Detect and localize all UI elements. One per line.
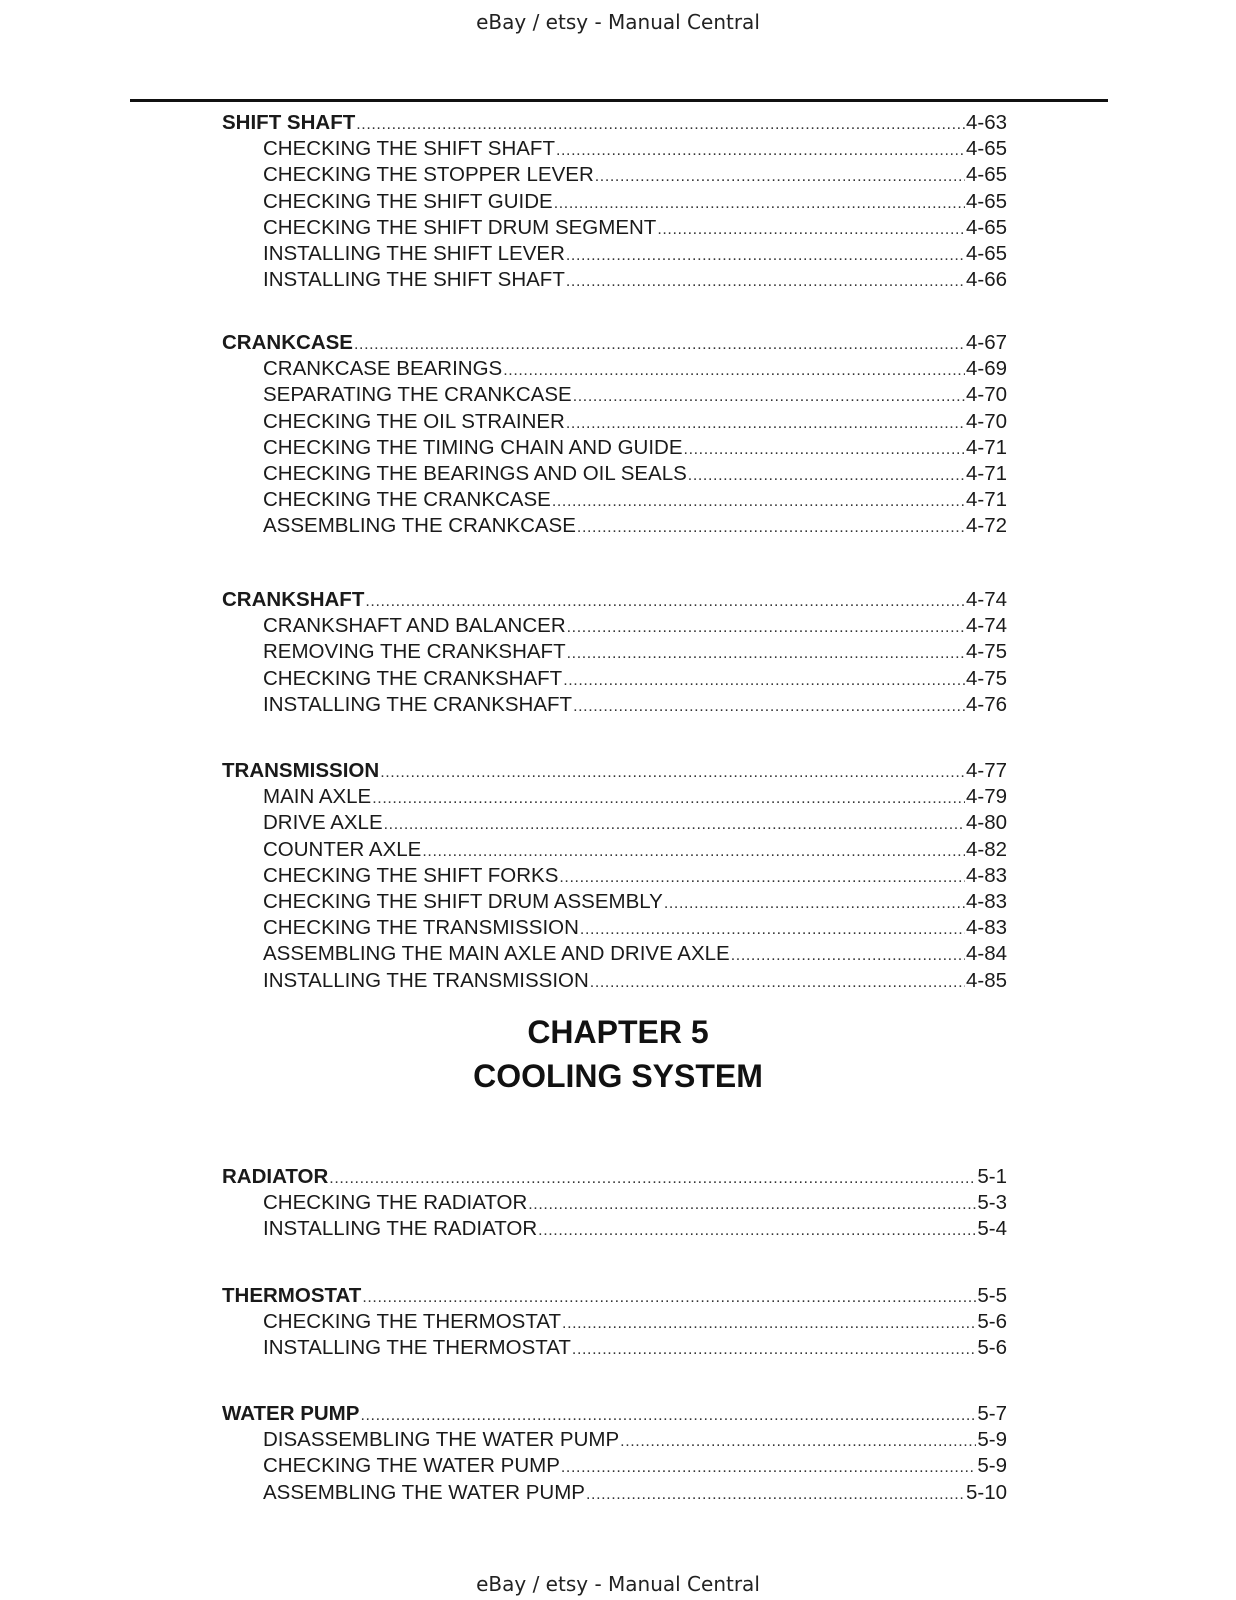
entry-title: RADIATOR [222,1165,329,1188]
toc-entry[interactable] [222,863,1007,889]
toc-entry[interactable] [222,189,1007,215]
toc-entry[interactable] [222,1453,1007,1479]
toc-entry[interactable] [222,1190,1007,1216]
entry-title: CRANKSHAFT AND BALANCER [263,614,566,638]
entry-page: 4-75 [965,666,1007,690]
dot-leader [528,1192,976,1218]
entry-page: 4-83 [965,863,1007,887]
dot-leader [595,164,965,190]
toc-section-radiator [222,1164,1007,1243]
entry-title: CHECKING THE SHIFT DRUM ASSEMBLY [263,889,663,913]
entry-title: CHECKING THE TRANSMISSION [263,916,579,940]
toc-entry[interactable] [222,1335,1007,1361]
entry-title: DRIVE AXLE [263,811,383,835]
entry-title: TRANSMISSION [222,759,380,782]
dot-leader [620,1429,976,1455]
entry-title: CHECKING THE SHIFT SHAFT [263,137,555,161]
entry-title: ASSEMBLING THE CRANKCASE [263,514,576,538]
entry-title: CRANKCASE BEARINGS [263,357,503,381]
entry-title: ASSEMBLING THE MAIN AXLE AND DRIVE AXLE [263,942,730,966]
toc-section-crankshaft [222,587,1007,718]
dot-leader [365,589,965,615]
toc-entry[interactable] [222,1283,1007,1309]
toc-entry[interactable] [222,461,1007,487]
dot-leader [684,437,965,463]
toc-entry[interactable] [222,330,1007,356]
entry-title: CHECKING THE WATER PUMP [263,1454,560,1478]
dot-leader [556,138,965,164]
toc-entry[interactable] [222,241,1007,267]
toc-entry[interactable] [222,1309,1007,1335]
entry-page: 4-67 [965,331,1007,354]
toc-entry[interactable] [222,435,1007,461]
entry-page: 4-77 [965,759,1007,782]
entry-page: 4-65 [965,241,1007,265]
entry-title: CHECKING THE TIMING CHAIN AND GUIDE [263,435,683,459]
dot-leader [422,839,965,865]
entry-page: 5-9 [977,1428,1007,1452]
entry-title: CRANKSHAFT [222,588,365,611]
entry-title: THERMOSTAT [222,1284,362,1307]
entry-page: 5-3 [977,1191,1007,1215]
entry-page: 4-82 [965,837,1007,861]
toc-entry[interactable] [222,356,1007,382]
toc-entry[interactable] [222,758,1007,784]
toc-entry[interactable] [222,666,1007,692]
footer-watermark: eBay / etsy - Manual Central [476,1572,760,1596]
entry-page: 4-65 [965,215,1007,239]
toc-entry[interactable] [222,409,1007,435]
dot-leader [503,358,965,384]
entry-page: 4-84 [965,942,1007,966]
entry-page: 5-1 [977,1165,1007,1188]
dot-leader [566,243,965,269]
toc-entry[interactable] [222,1427,1007,1453]
toc-entry[interactable] [222,613,1007,639]
entry-title: WATER PUMP [222,1402,360,1425]
entry-title: CHECKING THE CRANKSHAFT [263,666,563,690]
entry-page: 4-66 [965,268,1007,292]
entry-title: COUNTER AXLE [263,837,422,861]
dot-leader [538,1218,976,1244]
entry-title: CHECKING THE SHIFT DRUM SEGMENT [263,215,657,239]
entry-title: CHECKING THE STOPPER LEVER [263,163,594,187]
dot-leader [372,786,965,812]
entry-title: MAIN AXLE [263,785,372,809]
entry-page: 4-69 [965,357,1007,381]
dot-leader [362,1285,976,1311]
entry-page: 5-10 [965,1480,1007,1504]
toc-entry[interactable] [222,587,1007,613]
entry-title: ASSEMBLING THE WATER PUMP [263,1480,585,1504]
dot-leader [384,812,965,838]
toc-entry[interactable] [222,513,1007,539]
dot-leader [573,694,965,720]
dot-leader [590,970,965,996]
entry-title: CRANKCASE [222,331,353,354]
entry-title: INSTALLING THE TRANSMISSION [263,968,589,992]
entry-page: 4-72 [965,514,1007,538]
dot-leader [563,668,965,694]
dot-leader [554,191,965,217]
toc-entry[interactable] [222,941,1007,967]
dot-leader [688,463,965,489]
toc-entry[interactable] [222,915,1007,941]
dot-leader [566,269,965,295]
entry-page: 5-6 [977,1336,1007,1360]
toc-entry[interactable] [222,810,1007,836]
entry-page: 4-76 [965,692,1007,716]
toc-entry[interactable] [222,1216,1007,1242]
entry-page: 5-6 [977,1310,1007,1334]
dot-leader [360,1403,976,1429]
toc-entry[interactable] [222,136,1007,162]
toc-section-shift-shaft [222,110,1007,293]
dot-leader [566,411,965,437]
dot-leader [354,332,965,358]
entry-title: CHECKING THE CRANKCASE [263,488,551,512]
toc-entry[interactable] [222,889,1007,915]
toc-entry[interactable] [222,1401,1007,1427]
entry-title: INSTALLING THE SHIFT LEVER [263,241,565,265]
entry-page: 4-71 [965,488,1007,512]
header-watermark: eBay / etsy - Manual Central [476,10,760,34]
entry-page: 4-74 [965,588,1007,611]
dot-leader [561,1455,976,1481]
dot-leader [573,384,965,410]
dot-leader [567,615,965,641]
toc-entry[interactable] [222,1480,1007,1506]
entry-page: 5-9 [977,1454,1007,1478]
dot-leader [580,917,965,943]
toc-section-water-pump [222,1401,1007,1506]
dot-leader [577,515,965,541]
toc-entry[interactable] [222,382,1007,408]
toc-entry[interactable] [222,968,1007,994]
entry-title: REMOVING THE CRANKSHAFT [263,640,566,664]
chapter-heading: CHAPTER 5 [527,1014,709,1050]
toc-entry[interactable] [222,639,1007,665]
entry-page: 5-5 [977,1284,1007,1307]
entry-title: INSTALLING THE CRANKSHAFT [263,692,573,716]
entry-title: INSTALLING THE THERMOSTAT [263,1336,571,1360]
entry-title: INSTALLING THE RADIATOR [263,1217,538,1241]
entry-page: 5-7 [977,1402,1007,1425]
entry-page: 4-79 [965,785,1007,809]
toc-entry[interactable] [222,267,1007,293]
toc-section-transmission [222,758,1007,994]
dot-leader [562,1311,976,1337]
dot-leader [567,641,965,667]
entry-title: CHECKING THE BEARINGS AND OIL SEALS [263,461,687,485]
dot-leader [559,865,965,891]
toc-section-crankcase [222,330,1007,540]
dot-leader [329,1166,976,1192]
entry-title: DISASSEMBLING THE WATER PUMP [263,1428,620,1452]
toc-entry[interactable] [222,692,1007,718]
entry-page: 4-65 [965,163,1007,187]
dot-leader [657,217,965,243]
entry-title: CHECKING THE THERMOSTAT [263,1310,562,1334]
entry-page: 4-85 [965,968,1007,992]
toc-entry[interactable] [222,215,1007,241]
entry-page: 4-71 [965,435,1007,459]
entry-title: CHECKING THE SHIFT FORKS [263,863,559,887]
dot-leader [731,943,965,969]
dot-leader [664,891,965,917]
toc-entry[interactable] [222,784,1007,810]
header-rule [130,99,1108,102]
entry-title: SEPARATING THE CRANKCASE [263,383,572,407]
entry-title: CHECKING THE OIL STRAINER [263,409,565,433]
entry-page: 4-74 [965,614,1007,638]
chapter-title: COOLING SYSTEM [473,1058,763,1094]
toc-entry[interactable] [222,162,1007,188]
dot-leader [586,1482,965,1508]
dot-leader [380,760,965,786]
dot-leader [356,112,965,138]
entry-page: 4-80 [965,811,1007,835]
toc-entry[interactable] [222,1164,1007,1190]
entry-title: CHECKING THE RADIATOR [263,1191,528,1215]
entry-page: 4-75 [965,640,1007,664]
entry-page: 4-70 [965,409,1007,433]
entry-title: CHECKING THE SHIFT GUIDE [263,189,553,213]
entry-page: 4-83 [965,916,1007,940]
entry-page: 4-70 [965,383,1007,407]
entry-page: 4-65 [965,189,1007,213]
toc-entry[interactable] [222,837,1007,863]
toc-entry[interactable] [222,110,1007,136]
entry-page: 4-63 [965,111,1007,134]
dot-leader [572,1337,976,1363]
entry-page: 4-71 [965,461,1007,485]
entry-page: 5-4 [977,1217,1007,1241]
entry-title: INSTALLING THE SHIFT SHAFT [263,268,565,292]
entry-title: SHIFT SHAFT [222,111,356,134]
entry-page: 4-83 [965,889,1007,913]
entry-page: 4-65 [965,137,1007,161]
dot-leader [552,489,965,515]
toc-section-thermostat [222,1283,1007,1362]
toc-entry[interactable] [222,487,1007,513]
